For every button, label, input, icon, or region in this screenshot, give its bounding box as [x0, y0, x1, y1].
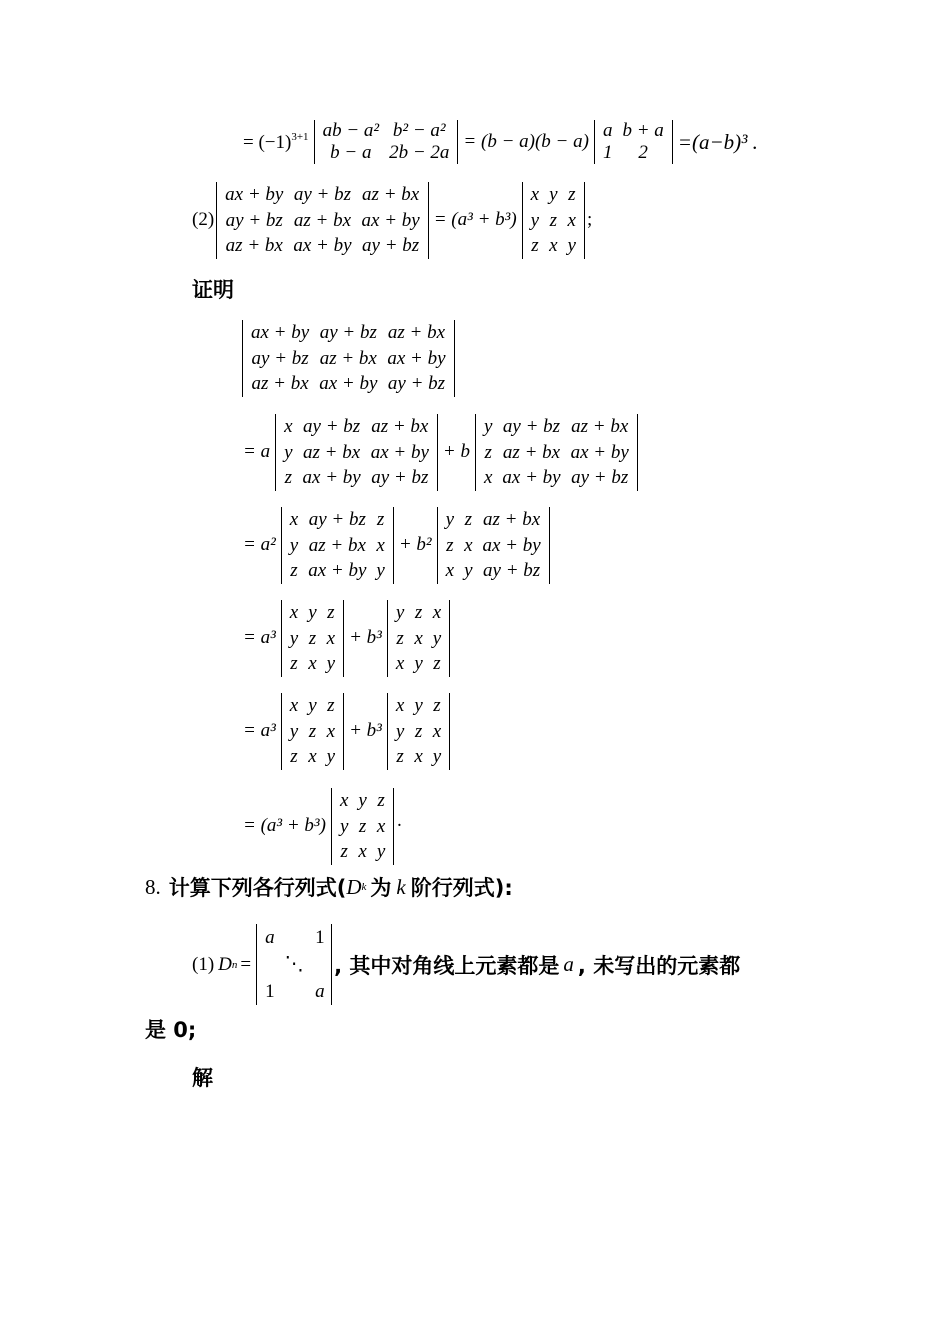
prefix: = $(-1)^{3+1}$ — [243, 130, 309, 153]
subscript: k — [361, 881, 367, 893]
coefficient: + b³ — [349, 627, 382, 649]
coefficient: = a³ — [243, 627, 276, 649]
item-label: (2) — [192, 209, 215, 231]
factor: = (b − a)(b − a) — [463, 131, 589, 152]
determinant-3x3: x ay + bz z y az + bx x z ax + by y — [281, 507, 394, 584]
proof-step-5 — [240, 788, 403, 865]
item-2-statement — [192, 182, 592, 259]
coefficient: = a³ — [243, 720, 276, 742]
item-label: (1) — [192, 953, 215, 975]
problem-text: 计算下列各行列式( — [168, 876, 347, 900]
coefficient: = a² — [243, 534, 276, 556]
determinant-3x3: ax + by ay + bz az + bx ay + bz az + bx ax + by az + bx ax + by ay + bz — [216, 182, 429, 259]
problem-text: 为 — [370, 876, 392, 900]
determinant-3x3: x ay + bz az + bx y az + bx ax + by z ax + by ay + bz — [275, 414, 438, 491]
determinant-3x3: x y z y z x z x y — [331, 788, 394, 865]
description-text: , 其中对角线上元素都是 — [334, 953, 560, 978]
proof-step-4 — [240, 693, 452, 770]
symbol-D: D — [218, 953, 232, 975]
determinant-3x3: y ay + bz az + bx z az + bx ax + by x ax + by ay + bz — [475, 414, 638, 491]
determinant-3x3: y z az + bx z x ax + by x y ay + bz — [437, 507, 550, 584]
solution-heading: 解 — [192, 1066, 213, 1090]
proof-step-0 — [240, 320, 457, 397]
coefficient: + b — [442, 441, 470, 463]
description-text: , 未写出的元素都 — [577, 953, 741, 978]
problem-8-heading — [145, 872, 513, 902]
proof-step-3 — [240, 600, 452, 677]
result: =(a−b)³ . — [677, 129, 758, 154]
problem-number: 8. — [145, 874, 161, 899]
coefficient: + b³ — [349, 720, 382, 742]
description-continuation: 是 0; — [145, 1018, 197, 1042]
semicolon: ; — [586, 209, 593, 231]
equals: = — [240, 953, 252, 975]
subscript: n — [231, 958, 238, 971]
period: · — [396, 815, 403, 837]
symbol-a: a — [563, 952, 574, 976]
determinant-2x2: ab − a² b² − a² b − a 2b − 2a — [314, 120, 459, 164]
coefficient: = (a³ + b³) — [243, 815, 326, 837]
proof-step-2 — [240, 507, 552, 584]
sub-item-1 — [192, 924, 740, 1005]
symbol-k: k — [396, 874, 406, 899]
determinant-3x3: ax + by ay + bz az + bx ay + bz az + bx ax + by az + bx ax + by ay + bz — [242, 320, 455, 397]
proof-step-1 — [240, 414, 640, 491]
proof-heading: 证明 — [192, 278, 234, 302]
determinant-3x3: x y z y z x z x y — [522, 182, 585, 259]
coefficient: = a — [243, 441, 271, 463]
determinant-3x3: x y z y z x z x y — [281, 600, 344, 677]
problem-text: 阶行列式): — [410, 876, 513, 900]
determinant-3x3: y z x z x y x y z — [387, 600, 450, 677]
determinant-2x2: a b + a 1 2 — [594, 120, 673, 164]
factor: = (a³ + b³) — [433, 209, 517, 231]
determinant-3x3: x y z y z x z x y — [281, 693, 344, 770]
coefficient: + b² — [398, 534, 432, 556]
equation-line-1 — [240, 120, 761, 164]
symbol-D: D — [346, 874, 362, 899]
determinant-nxn: a 1 ⋱ 1 a — [256, 924, 332, 1005]
determinant-3x3: x y z y z x z x y — [387, 693, 450, 770]
